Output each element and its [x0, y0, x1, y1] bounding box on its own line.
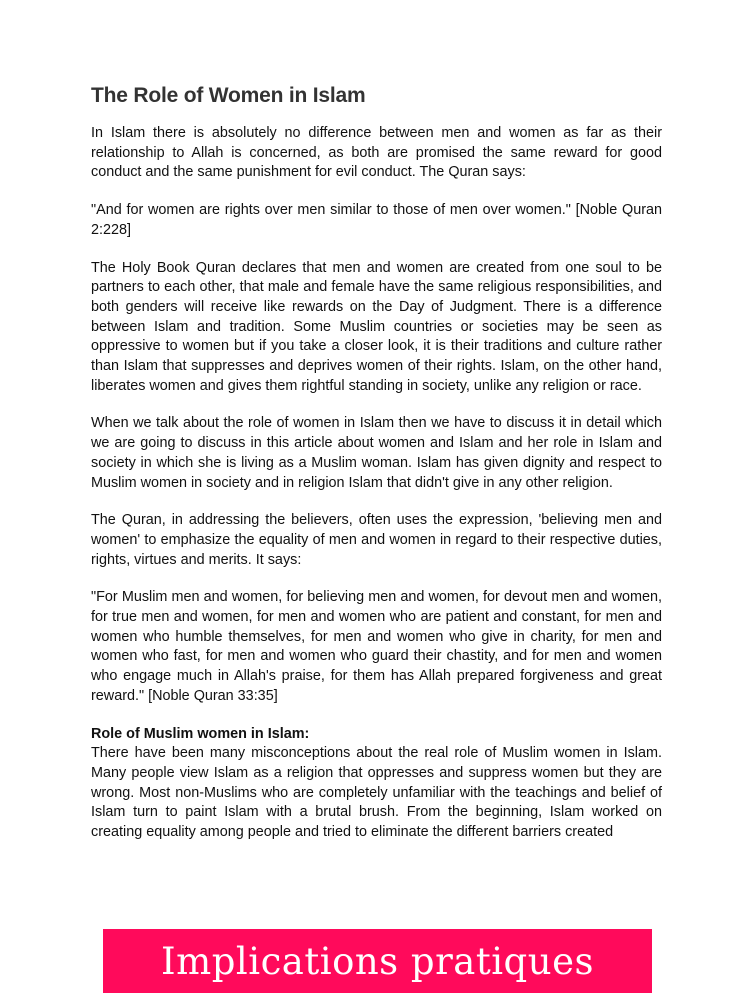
paragraph-holy-book: The Holy Book Quran declares that men and women are created from one soul to be partners to each other, that male and female have the same religious responsibilities, and both genders will receive like rewards on the Day of Judgment. There is a difference between Islam and tradition. Some Muslim countries or societies may be seen as oppressive to women but if you take a closer look, it is their traditions and culture rather than Islam that suppresses and deprives women of their rights. Islam, on the other hand, liberates women and gives them rightful standing in society, unlike any religion or race.: [91, 259, 662, 394]
paragraph-intro: In Islam there is absolutely no difference between men and women as far as their relationship to Allah is concerned, as both are promised the same reward for good conduct and the same punishment for evil conduct. The Quran says:: [91, 125, 662, 181]
banner-text: Implications pratiques: [161, 939, 594, 983]
paragraph-quote-2-228: "And for women are rights over men similar to those of men over women." [Noble Quran 2:228]: [91, 202, 662, 238]
paragraph-quote-33-35: "For Muslim men and women, for believing men and women, for devout men and women, for true men and women, for men and women who are patient and constant, for men and women who humble themselves, for men and women who give in charity, for men and women who fast, for men and women who guard their chastity, and for men and women who engage much in Allah's praise, for them has Allah prepared forgiveness and great reward." [Noble Quran 33:35]: [91, 589, 662, 704]
document-page: [91, 84, 662, 861]
paragraph-role-discussion: When we talk about the role of women in Islam then we have to discuss it in detail which we are going to discuss in this article about women and Islam and her role in Islam and society in which she is living as a Muslim woman. Islam has given dignity and respect to Muslim women in society and in religion Islam that didn't give in any other religion.: [91, 415, 662, 491]
section-heading: Role of Muslim women in Islam:: [91, 725, 310, 742]
paragraph-believers: The Quran, in addressing the believers, often uses the expression, 'believing men and women' to emphasize the equality of men and women in regard to their respective duties, rights, virtues and merits. It says:: [91, 512, 662, 568]
page-title: The Role of Women in Islam: [91, 84, 366, 107]
paragraph-misconceptions: There have been many misconceptions about the real role of Muslim women in Islam. Many people view Islam as a religion that oppresses and suppress women but they are wrong. Most non-Muslims who are completely unfamiliar with the teachings and belief of Islam turn to paint Islam with a brutal brush. From the beginning, Islam worked on creating equality among people and tried to eliminate the different barriers created: [91, 745, 662, 841]
banner: [103, 929, 652, 993]
